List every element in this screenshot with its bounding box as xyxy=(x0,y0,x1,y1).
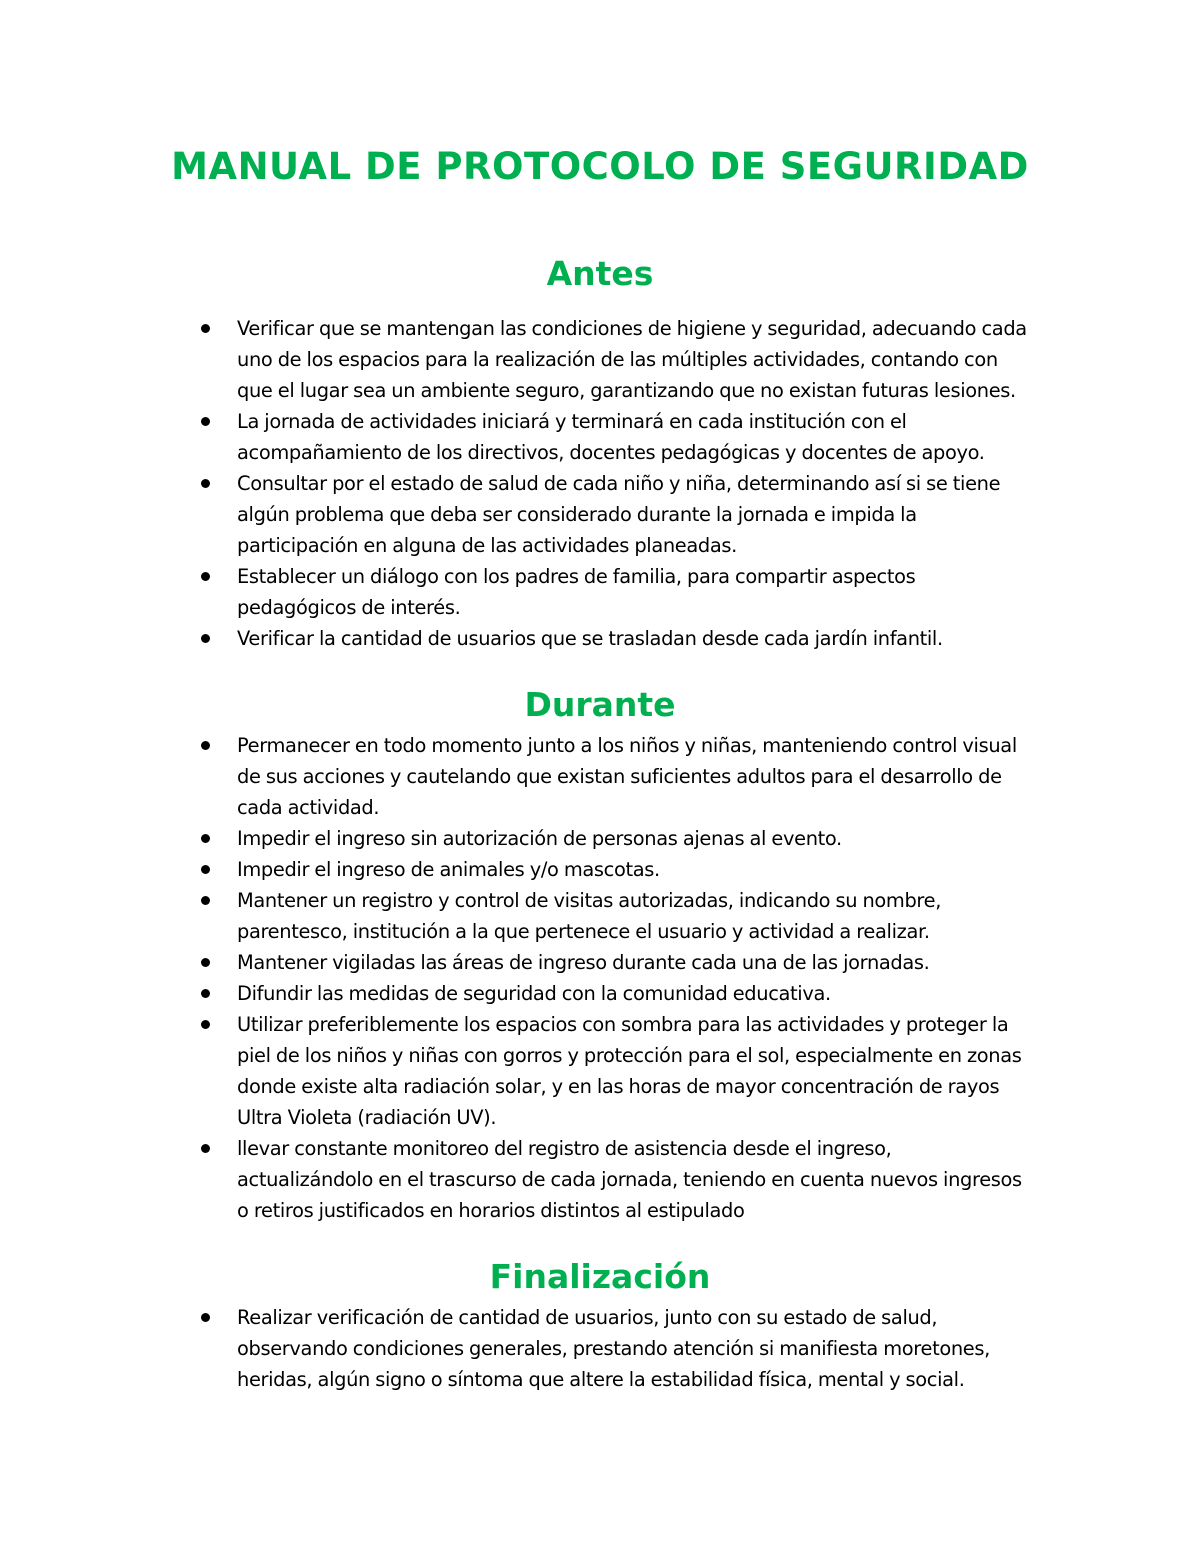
list-item xyxy=(0,406,1027,468)
bullet-icon xyxy=(201,834,210,843)
list-item xyxy=(0,1302,1027,1395)
bullet-icon xyxy=(201,572,210,581)
section-heading-durante: Durante xyxy=(524,685,676,724)
bullet-icon xyxy=(201,1313,210,1322)
section-heading-finalizacion: Finalización xyxy=(489,1257,711,1296)
bullet-list-finalizacion xyxy=(0,1302,1027,1395)
list-item-text: Impedir el ingreso de animales y/o mascotas. xyxy=(237,858,660,881)
bullet-icon xyxy=(201,989,210,998)
list-item-text: Utilizar preferiblemente los espacios con sombra para las actividades y proteger la piel de los niños y niñas con gorros y protección para el sol, especialmente en zonas donde existe alta radiación solar, y en las horas de mayor concentración de rayos Ultra Violeta (radiación UV). xyxy=(237,1013,1022,1129)
bullet-icon xyxy=(201,958,210,967)
list-item xyxy=(0,730,1027,823)
bullet-icon xyxy=(201,479,210,488)
section-heading-antes: Antes xyxy=(546,254,654,293)
bullet-icon xyxy=(201,865,210,874)
bullet-icon xyxy=(201,634,210,643)
list-item xyxy=(0,1133,1027,1226)
list-item-text: Verificar la cantidad de usuarios que se trasladan desde cada jardín infantil. xyxy=(237,627,943,650)
list-item xyxy=(0,1009,1027,1133)
list-item xyxy=(0,947,1027,978)
bullet-icon xyxy=(201,896,210,905)
list-item xyxy=(0,468,1027,561)
list-item-text: llevar constante monitoreo del registro de asistencia desde el ingreso, actualizándolo en el trascurso de cada jornada, teniendo en cuenta nuevos ingresos o retiros justificados en horarios distintos al estipulado xyxy=(237,1137,1022,1222)
list-item xyxy=(0,823,1027,854)
list-item xyxy=(0,313,1027,406)
bullet-icon xyxy=(201,1144,210,1153)
list-item xyxy=(0,885,1027,947)
list-item xyxy=(0,623,1027,654)
list-item-text: Establecer un diálogo con los padres de familia, para compartir aspectos pedagógicos de interés. xyxy=(237,565,916,619)
bullet-icon xyxy=(201,324,210,333)
list-item-text: Mantener un registro y control de visitas autorizadas, indicando su nombre, parentesco, institución a la que pertenece el usuario y actividad a realizar. xyxy=(237,889,942,943)
list-item-text: Difundir las medidas de seguridad con la comunidad educativa. xyxy=(237,982,831,1005)
list-item xyxy=(0,978,1027,1009)
document-title: MANUAL DE PROTOCOLO DE SEGURIDAD xyxy=(171,145,1029,188)
list-item-text: La jornada de actividades iniciará y terminará en cada institución con el acompañamiento de los directivos, docentes pedagógicas y docentes de apoyo. xyxy=(237,410,985,464)
bullet-icon xyxy=(201,741,210,750)
list-item xyxy=(0,561,1027,623)
bullet-icon xyxy=(201,417,210,426)
list-item-text: Consultar por el estado de salud de cada niño y niña, determinando así si se tiene algún problema que deba ser considerado durante la jornada e impida la participación en alguna de las actividades planeadas. xyxy=(237,472,1001,557)
list-item-text: Impedir el ingreso sin autorización de personas ajenas al evento. xyxy=(237,827,842,850)
bullet-icon xyxy=(201,1020,210,1029)
list-item-text: Verificar que se mantengan las condiciones de higiene y seguridad, adecuando cada uno de los espacios para la realización de las múltiples actividades, contando con que el lugar sea un ambiente seguro, garantizando que no existan futuras lesiones. xyxy=(237,317,1027,402)
bullet-list-durante xyxy=(0,730,1027,1226)
list-item xyxy=(0,854,1027,885)
list-item-text: Mantener vigiladas las áreas de ingreso durante cada una de las jornadas. xyxy=(237,951,930,974)
bullet-list-antes xyxy=(0,313,1027,654)
list-item-text: Realizar verificación de cantidad de usuarios, junto con su estado de salud, observando condiciones generales, prestando atención si manifiesta moretones, heridas, algún signo o síntoma que altere la estabilidad física, mental y social. xyxy=(237,1306,990,1391)
list-item-text: Permanecer en todo momento junto a los niños y niñas, manteniendo control visual de sus acciones y cautelando que existan suficientes adultos para el desarrollo de cada actividad. xyxy=(237,734,1017,819)
